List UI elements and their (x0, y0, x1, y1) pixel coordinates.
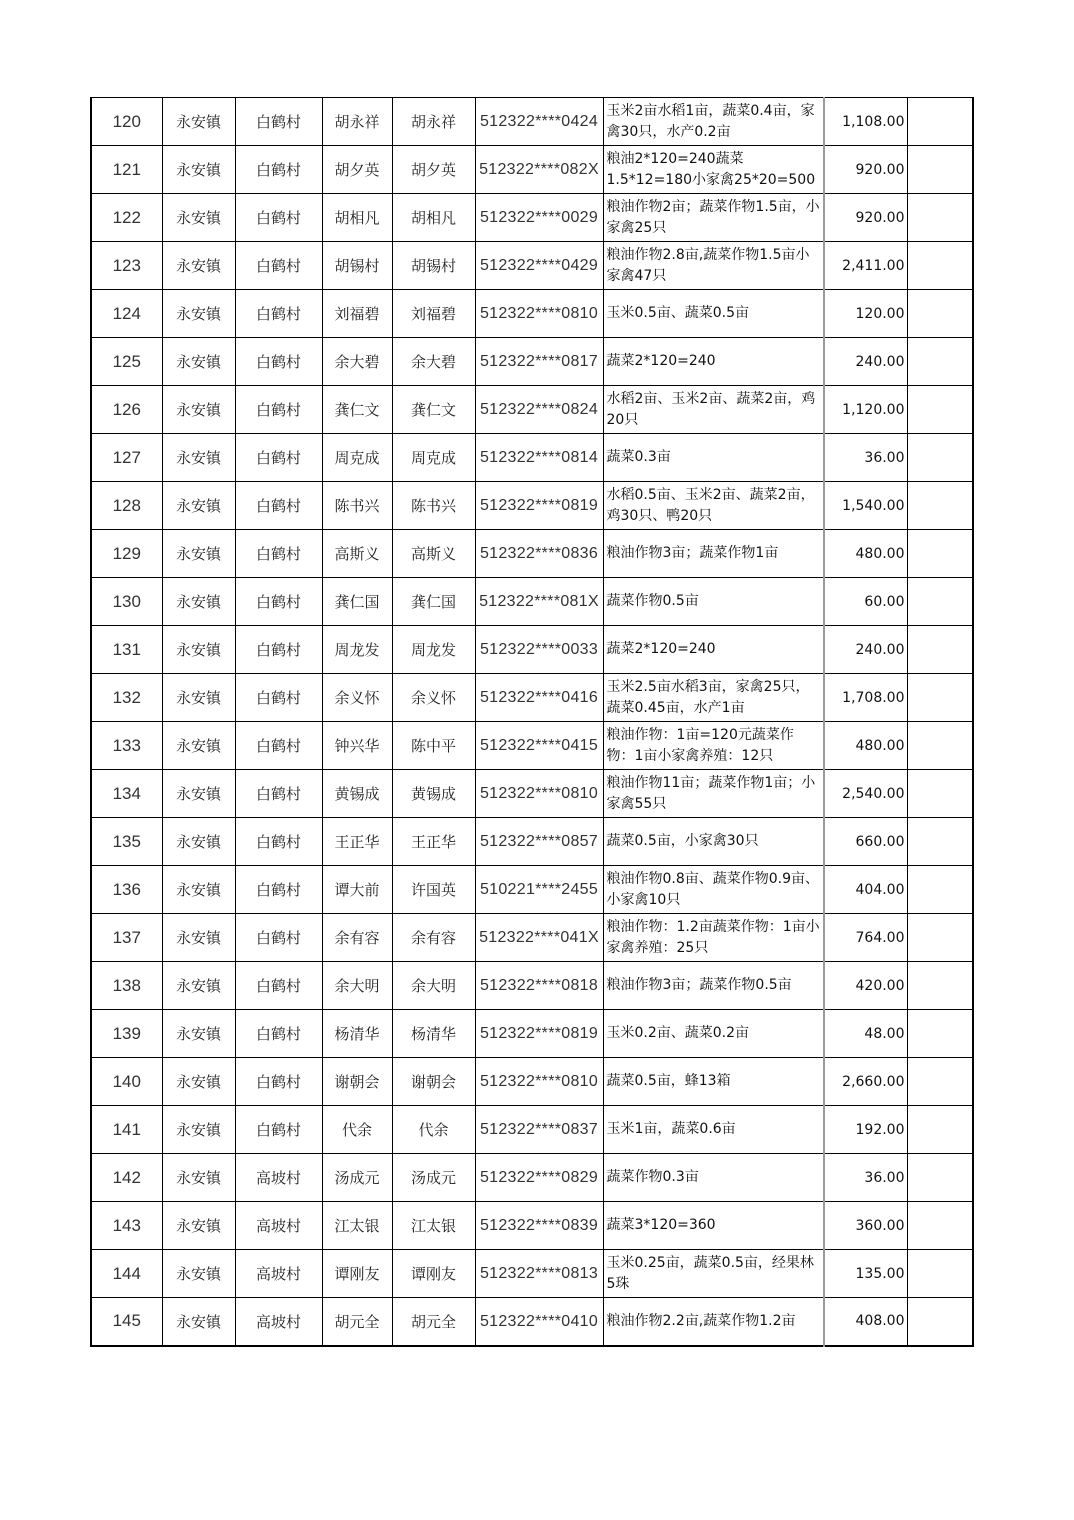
name-cell: 杨清华 (322, 1010, 392, 1058)
payee-cell: 高斯义 (392, 530, 475, 578)
town-cell: 永安镇 (162, 242, 235, 290)
row-number-cell: 127 (91, 434, 162, 482)
id-number-cell: 512322****0410 (475, 1298, 603, 1346)
blank-cell (907, 1058, 973, 1106)
name-cell: 代余 (322, 1106, 392, 1154)
town-cell: 永安镇 (162, 770, 235, 818)
town-cell: 永安镇 (162, 290, 235, 338)
amount-cell: 920.00 (824, 146, 907, 194)
description-cell: 粮油作物3亩；蔬菜作物1亩 (603, 530, 824, 578)
description-cell: 玉米1亩，蔬菜0.6亩 (603, 1106, 824, 1154)
town-cell: 永安镇 (162, 1298, 235, 1346)
id-number-cell: 512322****0817 (475, 338, 603, 386)
payee-cell: 汤成元 (392, 1154, 475, 1202)
row-number-cell: 138 (91, 962, 162, 1010)
row-number-cell: 141 (91, 1106, 162, 1154)
payee-cell: 胡锡村 (392, 242, 475, 290)
payee-cell: 胡夕英 (392, 146, 475, 194)
id-number-cell: 510221****2455 (475, 866, 603, 914)
table-row (91, 482, 973, 530)
row-number-cell: 145 (91, 1298, 162, 1346)
row-number-cell: 123 (91, 242, 162, 290)
table-row (91, 770, 973, 818)
town-cell: 永安镇 (162, 1010, 235, 1058)
blank-cell (907, 818, 973, 866)
name-cell: 谭大前 (322, 866, 392, 914)
amount-cell: 408.00 (824, 1298, 907, 1346)
village-cell: 高坡村 (235, 1154, 322, 1202)
payee-cell: 陈书兴 (392, 482, 475, 530)
blank-cell (907, 1202, 973, 1250)
id-number-cell: 512322****0810 (475, 1058, 603, 1106)
id-number-cell: 512322****082X (475, 146, 603, 194)
amount-cell: 240.00 (824, 338, 907, 386)
table-row (91, 626, 973, 674)
village-cell: 白鹤村 (235, 1106, 322, 1154)
row-number-cell: 137 (91, 914, 162, 962)
amount-cell: 2,540.00 (824, 770, 907, 818)
description-cell: 粮油作物2亩；蔬菜作物1.5亩，小家禽25只 (603, 194, 824, 242)
town-cell: 永安镇 (162, 194, 235, 242)
name-cell: 余大明 (322, 962, 392, 1010)
description-cell: 蔬菜2*120=240 (603, 626, 824, 674)
town-cell: 永安镇 (162, 386, 235, 434)
id-number-cell: 512322****0836 (475, 530, 603, 578)
row-number-cell: 124 (91, 290, 162, 338)
row-number-cell: 122 (91, 194, 162, 242)
description-cell: 玉米2.5亩水稻3亩，家禽25只，蔬菜0.45亩，水产1亩 (603, 674, 824, 722)
amount-cell: 480.00 (824, 722, 907, 770)
id-number-cell: 512322****0857 (475, 818, 603, 866)
id-number-cell: 512322****0810 (475, 770, 603, 818)
description-cell: 粮油作物0.8亩、蔬菜作物0.9亩、小家禽10只 (603, 866, 824, 914)
name-cell: 余大碧 (322, 338, 392, 386)
table-row (91, 1202, 973, 1250)
description-cell: 蔬菜2*120=240 (603, 338, 824, 386)
town-cell: 永安镇 (162, 914, 235, 962)
description-cell: 粮油作物11亩；蔬菜作物1亩；小家禽55只 (603, 770, 824, 818)
amount-cell: 36.00 (824, 1154, 907, 1202)
id-number-cell: 512322****0033 (475, 626, 603, 674)
payee-cell: 余有容 (392, 914, 475, 962)
description-cell: 粮油作物3亩；蔬菜作物0.5亩 (603, 962, 824, 1010)
payee-cell: 胡元全 (392, 1298, 475, 1346)
village-cell: 白鹤村 (235, 722, 322, 770)
row-number-cell: 135 (91, 818, 162, 866)
id-number-cell: 512322****0819 (475, 482, 603, 530)
name-cell: 胡锡村 (322, 242, 392, 290)
table-row (91, 1010, 973, 1058)
name-cell: 黄锡成 (322, 770, 392, 818)
blank-cell (907, 290, 973, 338)
row-number-cell: 136 (91, 866, 162, 914)
table-row (91, 1106, 973, 1154)
payee-cell: 刘福碧 (392, 290, 475, 338)
village-cell: 白鹤村 (235, 98, 322, 146)
payee-cell: 胡永祥 (392, 98, 475, 146)
town-cell: 永安镇 (162, 578, 235, 626)
name-cell: 胡元全 (322, 1298, 392, 1346)
blank-cell (907, 626, 973, 674)
row-number-cell: 126 (91, 386, 162, 434)
description-cell: 粮油作物：1亩=120元蔬菜作物：1亩小家禽养殖：12只 (603, 722, 824, 770)
name-cell: 周龙发 (322, 626, 392, 674)
town-cell: 永安镇 (162, 1106, 235, 1154)
village-cell: 白鹤村 (235, 1058, 322, 1106)
table-row (91, 674, 973, 722)
row-number-cell: 131 (91, 626, 162, 674)
id-number-cell: 512322****0416 (475, 674, 603, 722)
id-number-cell: 512322****0819 (475, 1010, 603, 1058)
description-cell: 粮油作物2.2亩,蔬菜作物1.2亩 (603, 1298, 824, 1346)
village-cell: 白鹤村 (235, 770, 322, 818)
description-cell: 蔬菜0.5亩，小家禽30只 (603, 818, 824, 866)
table-row (91, 578, 973, 626)
blank-cell (907, 722, 973, 770)
town-cell: 永安镇 (162, 1154, 235, 1202)
id-number-cell: 512322****0839 (475, 1202, 603, 1250)
amount-cell: 1,108.00 (824, 98, 907, 146)
name-cell: 王正华 (322, 818, 392, 866)
town-cell: 永安镇 (162, 1250, 235, 1298)
amount-cell: 192.00 (824, 1106, 907, 1154)
id-number-cell: 512322****0424 (475, 98, 603, 146)
amount-cell: 60.00 (824, 578, 907, 626)
payee-cell: 江太银 (392, 1202, 475, 1250)
village-cell: 白鹤村 (235, 146, 322, 194)
village-cell: 白鹤村 (235, 482, 322, 530)
description-cell: 蔬菜作物0.3亩 (603, 1154, 824, 1202)
id-number-cell: 512322****081X (475, 578, 603, 626)
payee-cell: 代余 (392, 1106, 475, 1154)
name-cell: 周克成 (322, 434, 392, 482)
village-cell: 白鹤村 (235, 818, 322, 866)
amount-cell: 1,120.00 (824, 386, 907, 434)
row-number-cell: 132 (91, 674, 162, 722)
town-cell: 永安镇 (162, 1058, 235, 1106)
description-cell: 粮油作物2.8亩,蔬菜作物1.5亩小家禽47只 (603, 242, 824, 290)
blank-cell (907, 98, 973, 146)
blank-cell (907, 866, 973, 914)
town-cell: 永安镇 (162, 674, 235, 722)
row-number-cell: 144 (91, 1250, 162, 1298)
id-number-cell: 512322****0429 (475, 242, 603, 290)
name-cell: 胡夕英 (322, 146, 392, 194)
blank-cell (907, 482, 973, 530)
table-row (91, 434, 973, 482)
payee-cell: 许国英 (392, 866, 475, 914)
id-number-cell: 512322****0814 (475, 434, 603, 482)
name-cell: 刘福碧 (322, 290, 392, 338)
blank-cell (907, 1106, 973, 1154)
description-cell: 玉米0.5亩、蔬菜0.5亩 (603, 290, 824, 338)
name-cell: 谢朝会 (322, 1058, 392, 1106)
description-cell: 玉米2亩水稻1亩，蔬菜0.4亩，家禽30只，水产0.2亩 (603, 98, 824, 146)
id-number-cell: 512322****0837 (475, 1106, 603, 1154)
table-row (91, 194, 973, 242)
village-cell: 白鹤村 (235, 1010, 322, 1058)
amount-cell: 2,660.00 (824, 1058, 907, 1106)
town-cell: 永安镇 (162, 1202, 235, 1250)
blank-cell (907, 674, 973, 722)
amount-cell: 420.00 (824, 962, 907, 1010)
description-cell: 蔬菜0.5亩，蜂13箱 (603, 1058, 824, 1106)
table-row (91, 530, 973, 578)
village-cell: 白鹤村 (235, 578, 322, 626)
amount-cell: 480.00 (824, 530, 907, 578)
village-cell: 白鹤村 (235, 914, 322, 962)
town-cell: 永安镇 (162, 482, 235, 530)
table-row (91, 290, 973, 338)
name-cell: 高斯义 (322, 530, 392, 578)
row-number-cell: 143 (91, 1202, 162, 1250)
table-row (91, 914, 973, 962)
blank-cell (907, 530, 973, 578)
blank-cell (907, 386, 973, 434)
village-cell: 白鹤村 (235, 386, 322, 434)
village-cell: 白鹤村 (235, 242, 322, 290)
payee-cell: 余大明 (392, 962, 475, 1010)
payee-cell: 胡相凡 (392, 194, 475, 242)
payee-cell: 王正华 (392, 818, 475, 866)
blank-cell (907, 914, 973, 962)
description-cell: 粮油2*120=240蔬菜1.5*12=180小家禽25*20=500 (603, 146, 824, 194)
table-row (91, 962, 973, 1010)
payee-cell: 龚仁国 (392, 578, 475, 626)
name-cell: 余有容 (322, 914, 392, 962)
table-row (91, 818, 973, 866)
amount-cell: 404.00 (824, 866, 907, 914)
amount-cell: 120.00 (824, 290, 907, 338)
row-number-cell: 125 (91, 338, 162, 386)
blank-cell (907, 770, 973, 818)
amount-cell: 660.00 (824, 818, 907, 866)
description-cell: 水稻0.5亩、玉米2亩、蔬菜2亩，鸡30只、鸭20只 (603, 482, 824, 530)
town-cell: 永安镇 (162, 722, 235, 770)
amount-cell: 360.00 (824, 1202, 907, 1250)
blank-cell (907, 1250, 973, 1298)
id-number-cell: 512322****0824 (475, 386, 603, 434)
row-number-cell: 121 (91, 146, 162, 194)
payee-cell: 余大碧 (392, 338, 475, 386)
row-number-cell: 130 (91, 578, 162, 626)
blank-cell (907, 1010, 973, 1058)
town-cell: 永安镇 (162, 866, 235, 914)
payee-cell: 周克成 (392, 434, 475, 482)
row-number-cell: 139 (91, 1010, 162, 1058)
village-cell: 白鹤村 (235, 626, 322, 674)
amount-cell: 240.00 (824, 626, 907, 674)
row-number-cell: 120 (91, 98, 162, 146)
town-cell: 永安镇 (162, 818, 235, 866)
name-cell: 汤成元 (322, 1154, 392, 1202)
town-cell: 永安镇 (162, 434, 235, 482)
payee-cell: 余义怀 (392, 674, 475, 722)
table-row (91, 146, 973, 194)
village-cell: 白鹤村 (235, 434, 322, 482)
amount-cell: 764.00 (824, 914, 907, 962)
town-cell: 永安镇 (162, 338, 235, 386)
town-cell: 永安镇 (162, 962, 235, 1010)
row-number-cell: 140 (91, 1058, 162, 1106)
blank-cell (907, 578, 973, 626)
description-cell: 玉米0.25亩，蔬菜0.5亩，经果林5珠 (603, 1250, 824, 1298)
table-row (91, 98, 973, 146)
name-cell: 钟兴华 (322, 722, 392, 770)
village-cell: 白鹤村 (235, 866, 322, 914)
table-row (91, 722, 973, 770)
amount-cell: 36.00 (824, 434, 907, 482)
table-row (91, 866, 973, 914)
village-cell: 高坡村 (235, 1250, 322, 1298)
table-row (91, 1298, 973, 1346)
blank-cell (907, 242, 973, 290)
name-cell: 余义怀 (322, 674, 392, 722)
payee-cell: 龚仁文 (392, 386, 475, 434)
table-row (91, 1058, 973, 1106)
amount-cell: 48.00 (824, 1010, 907, 1058)
amount-cell: 920.00 (824, 194, 907, 242)
name-cell: 陈书兴 (322, 482, 392, 530)
amount-cell: 2,411.00 (824, 242, 907, 290)
name-cell: 胡永祥 (322, 98, 392, 146)
row-number-cell: 142 (91, 1154, 162, 1202)
description-cell: 粮油作物：1.2亩蔬菜作物：1亩小家禽养殖：25只 (603, 914, 824, 962)
town-cell: 永安镇 (162, 530, 235, 578)
village-cell: 白鹤村 (235, 962, 322, 1010)
blank-cell (907, 434, 973, 482)
name-cell: 胡相凡 (322, 194, 392, 242)
description-cell: 水稻2亩、玉米2亩、蔬菜2亩，鸡20只 (603, 386, 824, 434)
id-number-cell: 512322****0029 (475, 194, 603, 242)
village-cell: 白鹤村 (235, 338, 322, 386)
blank-cell (907, 1154, 973, 1202)
payee-cell: 杨清华 (392, 1010, 475, 1058)
description-cell: 蔬菜作物0.5亩 (603, 578, 824, 626)
name-cell: 龚仁国 (322, 578, 392, 626)
amount-cell: 1,708.00 (824, 674, 907, 722)
description-cell: 蔬菜3*120=360 (603, 1202, 824, 1250)
payee-cell: 陈中平 (392, 722, 475, 770)
town-cell: 永安镇 (162, 626, 235, 674)
subsidy-table (90, 97, 974, 1347)
blank-cell (907, 338, 973, 386)
village-cell: 白鹤村 (235, 530, 322, 578)
payee-cell: 谢朝会 (392, 1058, 475, 1106)
payee-cell: 谭刚友 (392, 1250, 475, 1298)
village-cell: 高坡村 (235, 1298, 322, 1346)
name-cell: 江太银 (322, 1202, 392, 1250)
description-cell: 玉米0.2亩、蔬菜0.2亩 (603, 1010, 824, 1058)
id-number-cell: 512322****0810 (475, 290, 603, 338)
name-cell: 谭刚友 (322, 1250, 392, 1298)
id-number-cell: 512322****041X (475, 914, 603, 962)
village-cell: 白鹤村 (235, 674, 322, 722)
id-number-cell: 512322****0829 (475, 1154, 603, 1202)
row-number-cell: 134 (91, 770, 162, 818)
row-number-cell: 128 (91, 482, 162, 530)
blank-cell (907, 962, 973, 1010)
table-row (91, 1250, 973, 1298)
town-cell: 永安镇 (162, 146, 235, 194)
village-cell: 高坡村 (235, 1202, 322, 1250)
row-number-cell: 133 (91, 722, 162, 770)
row-number-cell: 129 (91, 530, 162, 578)
id-number-cell: 512322****0813 (475, 1250, 603, 1298)
payee-cell: 周龙发 (392, 626, 475, 674)
name-cell: 龚仁文 (322, 386, 392, 434)
table-row (91, 338, 973, 386)
blank-cell (907, 194, 973, 242)
village-cell: 白鹤村 (235, 290, 322, 338)
id-number-cell: 512322****0415 (475, 722, 603, 770)
blank-cell (907, 146, 973, 194)
table-row (91, 386, 973, 434)
payee-cell: 黄锡成 (392, 770, 475, 818)
amount-cell: 1,540.00 (824, 482, 907, 530)
table-row (91, 1154, 973, 1202)
village-cell: 白鹤村 (235, 194, 322, 242)
description-cell: 蔬菜0.3亩 (603, 434, 824, 482)
blank-cell (907, 1298, 973, 1346)
amount-cell: 135.00 (824, 1250, 907, 1298)
table-row (91, 242, 973, 290)
town-cell: 永安镇 (162, 98, 235, 146)
id-number-cell: 512322****0818 (475, 962, 603, 1010)
